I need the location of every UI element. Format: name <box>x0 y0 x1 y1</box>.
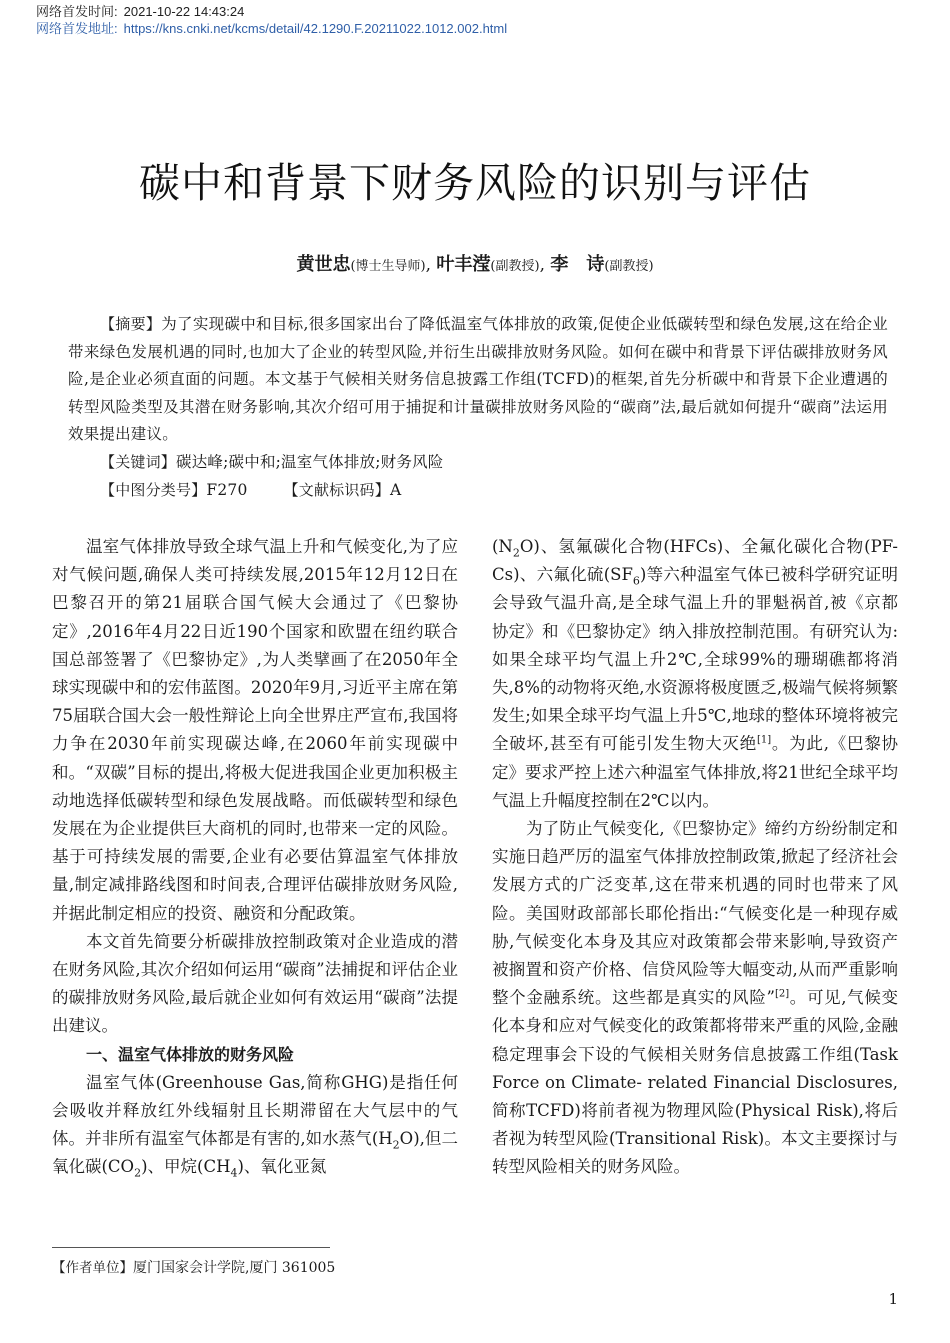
abstract-paragraph <box>68 311 888 449</box>
body-paragraph: 为了防止气候变化,《巴黎协定》缔约方纷纷制定和实施日趋严厉的温室气体排放控制政策,掀起了经济社会发展方式的广泛变革,这在带来机遇的同时也带来了风险。美国财政部部长耶伦指出:“气候变化是一种现存威胁,气候变化本身及其应对政策都会带来影响,导致资产被搁置和资产价格、信贷风险等大幅变动,从而严重影响整个金融系统。这些都是真实的风险”[2]。可见,气候变化本身和应对气候变化的政策都将带来严重的风险,金融稳定理事会下设的气候相关财务信息披露工作组(Task Force on Climate- related Financial Disclosures,简称TCFD)将前者视为物理风险(Physical Risk),将后者视为转型风险(Transitional Risk)。本文主要探讨与转型风险相关的财务风险。 <box>492 819 898 1177</box>
section-heading: 一、温室气体排放的财务风险 <box>86 1044 295 1064</box>
classification-row <box>68 477 888 505</box>
author-name: 李 诗 <box>550 254 605 275</box>
publish-time-label: 网络首发时间: <box>36 4 118 19</box>
author-line <box>0 250 950 276</box>
footnote-divider <box>52 1247 330 1248</box>
body-paragraph: 温室气体排放导致全球气温上升和气候变化,为了应对气候问题,确保人类可持续发展,2015年12月12日在巴黎召开的第21届联合国气候大会通过了《巴黎协定》,2016年4月22日近190个国家和欧盟在纽约联合国总部签署了《巴黎协定》,为人类擘画了在2050年全球实现碳中和的宏伟蓝图。2020年9月,习近平主席在第75届联合国大会一般性辩论上向全世界庄严宣布,我国将力争在2030年前实现碳达峰,在2060年前实现碳中和。“双碳”目标的提出,将极大促进我国企业更加积极主动地选择低碳转型和绿色发展战略。而低碳转型和绿色发展在为企业提供巨大商机的同时,也带来一定的风险。基于可持续发展的需要,企业有必要估算温室气体排放量,制定减排路线图和时间表,合理评估碳排放财务风险,并据此制定相应的投资、融资和分配政策。 <box>52 537 458 923</box>
clc-tag: 【中图分类号】 <box>100 480 207 499</box>
page-number: 1 <box>888 1290 898 1308</box>
citation-ref: [1] <box>756 734 772 746</box>
abstract-block <box>68 311 888 504</box>
paper-title: 碳中和背景下财务风险的识别与评估 <box>139 159 811 207</box>
publish-address-link[interactable]: https://kns.cnki.net/kcms/detail/42.1290.F.20211022.1012.002.html <box>123 21 508 36</box>
author-rank: (博士生导师) <box>350 259 426 274</box>
affiliation-tag: 【作者单位】 <box>52 1260 133 1276</box>
affiliation-text: 厦门国家会计学院,厦门 361005 <box>133 1260 336 1276</box>
publish-address-line[interactable] <box>36 21 507 37</box>
keywords-text: 碳达峰;碳中和;温室气体排放;财务风险 <box>176 452 444 471</box>
doc-code-tag: 【文献标识码】 <box>283 480 390 499</box>
citation-ref: [2] <box>774 988 790 1000</box>
publish-address-label: 网络首发地址: <box>36 21 118 36</box>
left-column <box>52 533 458 1182</box>
keywords-row <box>68 449 888 477</box>
body-paragraph: 本文首先简要分析碳排放控制政策对企业造成的潜在财务风险,其次介绍如何运用“碳商”法捕捉和评估企业的碳排放财务风险,最后就企业如何有效运用“碳商”法提出建议。 <box>52 931 458 1036</box>
author-separator: , <box>539 255 545 275</box>
abstract-tag: 【摘要】 <box>100 315 162 333</box>
author-name: 黄世忠 <box>296 254 351 275</box>
author-rank: (副教授) <box>604 259 654 274</box>
author-separator: , <box>425 255 432 275</box>
keywords-tag: 【关键词】 <box>100 452 177 471</box>
body-paragraph: 温室气体(Greenhouse Gas,简称GHG)是指任何会吸收并释放红外线辐射且长期滞留在大气层中的气体。并非所有温室气体都是有害的,如水蒸气$(H_2O)$,但二氧化碳$(CO_2)$、甲烷$(CH_4)$、氧化亚氮 <box>52 1072 458 1180</box>
author-name: 叶丰滢 <box>436 254 491 275</box>
publish-time-line <box>36 4 244 20</box>
author-rank: (副教授) <box>490 259 540 274</box>
publish-time-value: 2021-10-22 14:43:24 <box>123 4 245 19</box>
doc-code-value: A <box>389 480 402 499</box>
author-affiliation-footnote <box>52 1256 335 1277</box>
clc-value: F270 <box>206 480 248 499</box>
right-column <box>492 533 898 1182</box>
abstract-text: 为了实现碳中和目标,很多国家出台了降低温室气体排放的政策,促使企业低碳转型和绿色发展,这在给企业带来绿色发展机遇的同时,也加大了企业的转型风险,并衍生出碳排放财务风险。如何在碳中和背景下评估碳排放财务风险,是企业必须直面的问题。本文基于气候相关财务信息披露工作组(TCFD)的框架,首先分析碳中和背景下企业遭遇的转型风险类型及其潜在财务影响,其次介绍可用于捕捉和计量碳排放财务风险的“碳商”法,最后就如何提升“碳商”法运用效果提出建议。 <box>68 315 888 444</box>
body-paragraph: $(N_2O)$、氢氟碳化合物(HFCs)、全氟化碳化合物(PF-Cs)、六氟化硫$(SF_6)$等六种温室气体已被科学研究证明会导致气温升高,是全球气温上升的罪魁祸首,被《京都协定》和《巴黎协定》纳入排放控制范围。有研究认为:如果全球平均气温上升2℃,全球99%的珊瑚礁都将消失,8%的动物将灭绝,水资源将极度匮乏,极端气候将频繁发生;如果全球平均气温上升5℃,地球的整体环境将被完全破坏,甚至有可能引发生物大灭绝[1]。为此,《巴黎协定》要求严控上述六种温室气体排放,将21世纪全球平均气温上升幅度控制在2℃以内。 <box>492 537 899 810</box>
